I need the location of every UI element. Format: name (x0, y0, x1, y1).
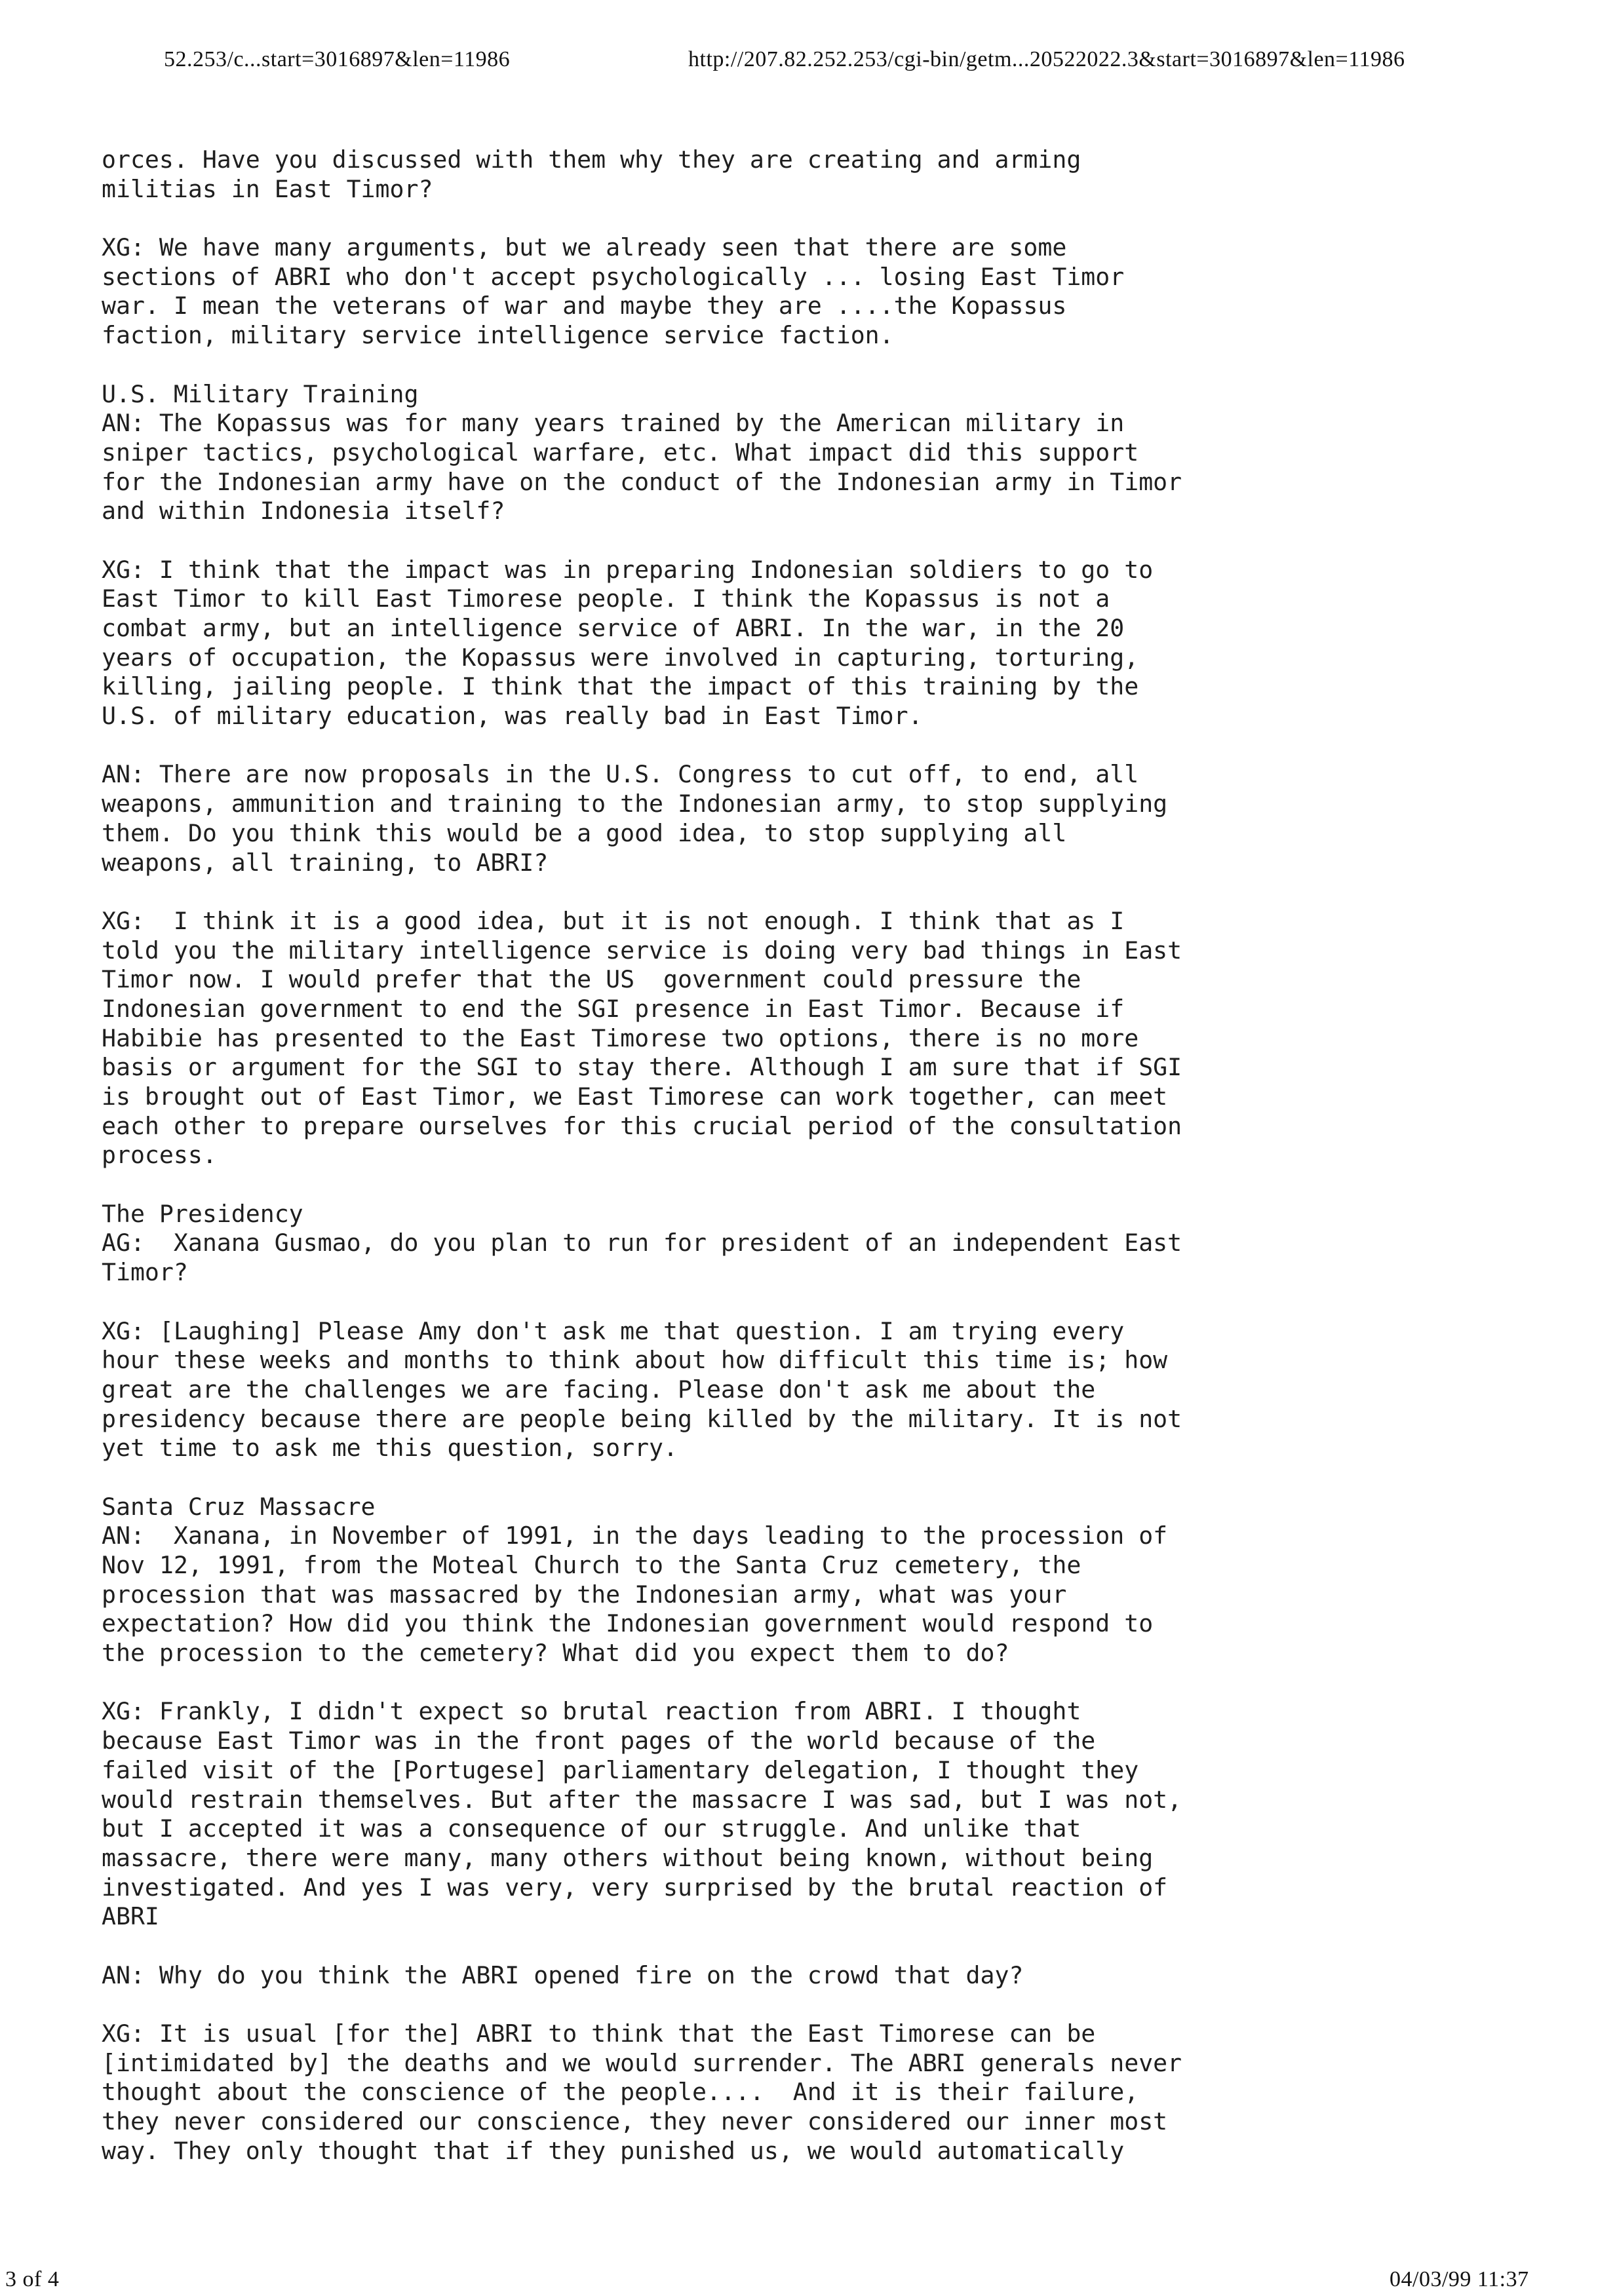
paragraph-xg-laughing (102, 1317, 1544, 1463)
text-line: thought about the conscience of the people.... And it is their failure, (102, 2078, 1139, 2107)
text-line: great are the challenges we are facing. Please don't ask me about the (102, 1375, 1096, 1404)
section-santa-cruz-massacre (102, 1493, 1544, 1668)
text-line: for the Indonesian army have on the conduct of the Indonesian army in Timor (102, 467, 1182, 496)
text-line: investigated. And yes I was very, very surprised by the brutal reaction of (102, 1873, 1168, 1902)
paragraph-an-congress (102, 760, 1544, 877)
text-line: ABRI (102, 1902, 159, 1931)
section-heading: The Presidency (102, 1199, 303, 1228)
text-line: sniper tactics, psychological warfare, etc. What impact did this support (102, 438, 1139, 467)
paragraph-xg-impact (102, 556, 1544, 731)
text-line: procession that was massacred by the Indonesian army, what was your (102, 1580, 1067, 1609)
text-line: U.S. of military education, was really bad in East Timor. (102, 702, 923, 731)
paragraph-xg-usual (102, 2019, 1544, 2166)
text-line: but I accepted it was a consequence of our struggle. And unlike that (102, 1814, 1081, 1843)
text-line: yet time to ask me this question, sorry. (102, 1434, 678, 1463)
text-line: militias in East Timor? (102, 174, 433, 203)
section-heading: U.S. Military Training (102, 379, 419, 408)
text-line: them. Do you think this would be a good idea, to stop supplying all (102, 818, 1067, 847)
text-line: would restrain themselves. But after the massacre I was sad, but I was not, (102, 1785, 1182, 1814)
text-line: and within Indonesia itself? (102, 497, 505, 526)
footer-page-number: 3 of 4 (5, 2267, 60, 2291)
text-line: orces. Have you discussed with them why they are creating and arming (102, 145, 1081, 174)
text-line: is brought out of East Timor, we East Timorese can work together, can meet (102, 1082, 1168, 1111)
document-body (102, 145, 1544, 2166)
section-the-presidency (102, 1200, 1544, 1288)
text-line: AG: Xanana Gusmao, do you plan to run for president of an independent East (102, 1229, 1182, 1257)
header-right-url: http://207.82.252.253/cgi-bin/getm...20522022.3&start=3016897&len=11986 (688, 47, 1405, 71)
text-line: Timor now. I would prefer that the US government could pressure the (102, 965, 1081, 994)
text-line: years of occupation, the Kopassus were involved in capturing, torturing, (102, 643, 1139, 672)
text-line: expectation? How did you think the Indonesian government would respond to (102, 1609, 1154, 1638)
text-line: East Timor to kill East Timorese people. I think the Kopassus is not a (102, 584, 1110, 613)
text-line: AN: There are now proposals in the U.S. Congress to cut off, to end, all (102, 760, 1139, 789)
text-line: [intimidated by] the deaths and we would surrender. The ABRI generals never (102, 2048, 1182, 2077)
text-line: the procession to the cemetery? What did you expect them to do? (102, 1639, 1009, 1668)
text-line: XG: I think that the impact was in preparing Indonesian soldiers to go to (102, 555, 1154, 584)
text-line: Timor? (102, 1258, 188, 1287)
text-line: failed visit of the [Portugese] parliamentary delegation, I thought they (102, 1755, 1139, 1784)
text-line: presidency because there are people being killed by the military. It is not (102, 1404, 1182, 1433)
paragraph-an-opened-fire (102, 1961, 1544, 1991)
text-line: XG: It is usual [for the] ABRI to think that the East Timorese can be (102, 2019, 1096, 2048)
text-line: XG: I think it is a good idea, but it is not enough. I think that as I (102, 906, 1125, 935)
section-us-military-training (102, 380, 1544, 526)
text-line: AN: The Kopassus was for many years trained by the American military in (102, 409, 1125, 438)
text-line: each other to prepare ourselves for this crucial period of the consultation (102, 1111, 1182, 1140)
paragraph-xg-good-idea (102, 907, 1544, 1170)
text-line: Nov 12, 1991, from the Moteal Church to the Santa Cruz cemetery, the (102, 1551, 1081, 1579)
text-line: XG: We have many arguments, but we already seen that there are some (102, 233, 1067, 262)
text-line: weapons, all training, to ABRI? (102, 848, 549, 877)
section-heading: Santa Cruz Massacre (102, 1492, 376, 1521)
text-line: told you the military intelligence service is doing very bad things in East (102, 936, 1182, 965)
paragraph-xg-frankly (102, 1697, 1544, 1932)
text-line: hour these weeks and months to think about how difficult this time is; how (102, 1346, 1168, 1375)
text-line: XG: [Laughing] Please Amy don't ask me that question. I am trying every (102, 1316, 1125, 1345)
text-line: way. They only thought that if they punished us, we would automatically (102, 2136, 1125, 2165)
text-line: AN: Xanana, in November of 1991, in the days leading to the procession of (102, 1521, 1168, 1550)
text-line: basis or argument for the SGI to stay there. Although I am sure that if SGI (102, 1053, 1182, 1082)
footer-datetime: 04/03/99 11:37 (1390, 2267, 1529, 2291)
text-line: Indonesian government to end the SGI presence in East Timor. Because if (102, 994, 1125, 1023)
text-line: weapons, ammunition and training to the Indonesian army, to stop supplying (102, 790, 1168, 818)
text-line: combat army, but an intelligence service of ABRI. In the war, in the 20 (102, 614, 1125, 642)
paragraph-intro-question (102, 145, 1544, 204)
text-line: process. (102, 1141, 217, 1170)
text-line: faction, military service intelligence service faction. (102, 321, 894, 350)
text-line: sections of ABRI who don't accept psychologically ... losing East Timor (102, 262, 1125, 291)
text-line: AN: Why do you think the ABRI opened fire on the crowd that day? (102, 1961, 1024, 1989)
text-line: because East Timor was in the front pages of the world because of the (102, 1727, 1096, 1755)
text-line: they never considered our conscience, they never considered our inner most (102, 2107, 1168, 2136)
header-left-url: 52.253/c...start=3016897&len=11986 (164, 47, 511, 71)
text-line: Habibie has presented to the East Timorese two options, there is no more (102, 1024, 1139, 1052)
text-line: killing, jailing people. I think that the impact of this training by the (102, 672, 1139, 701)
text-line: massacre, there were many, many others without being known, without being (102, 1843, 1154, 1872)
paragraph-xg-arguments (102, 233, 1544, 351)
text-line: XG: Frankly, I didn't expect so brutal reaction from ABRI. I thought (102, 1697, 1081, 1726)
text-line: war. I mean the veterans of war and maybe they are ....the Kopassus (102, 292, 1067, 320)
